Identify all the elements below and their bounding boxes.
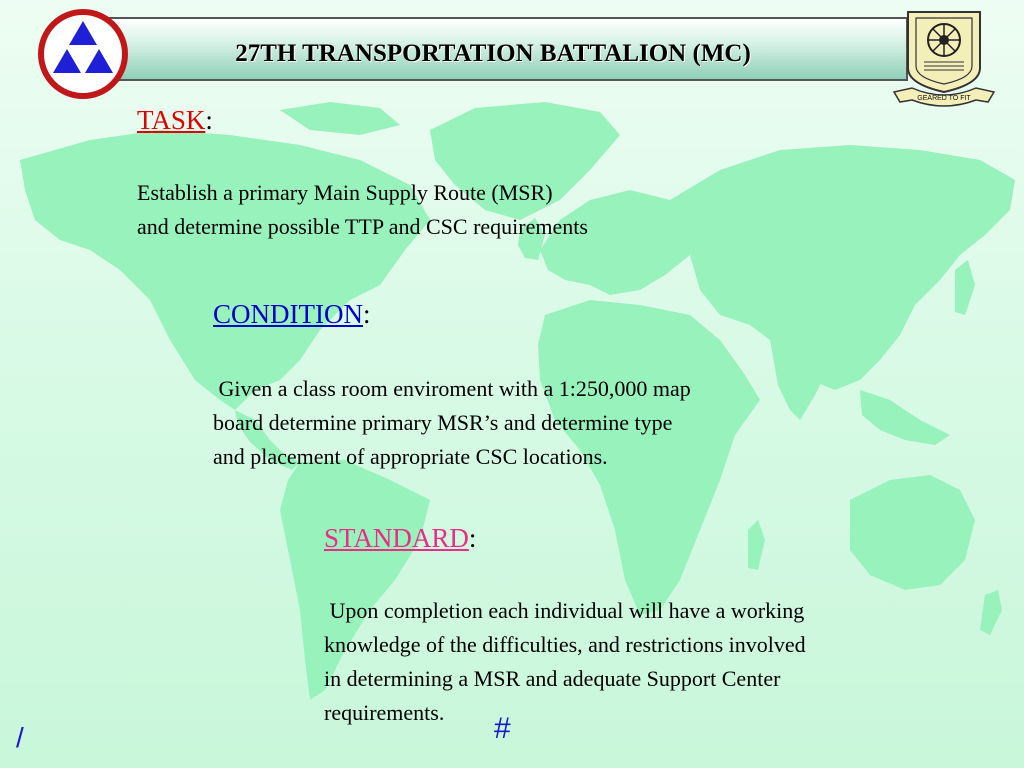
map-australia [850, 475, 975, 590]
standard-line: in determining a MSR and adequate Support Center [324, 666, 781, 691]
condition-line: board determine primary MSR’s and determine type [213, 410, 673, 435]
standard-heading-label: STANDARD [324, 523, 469, 553]
unit-triangle-logo-icon [33, 9, 133, 99]
map-new-zealand [980, 590, 1002, 635]
condition-body [213, 372, 853, 474]
standard-heading-colon: : [468, 523, 477, 553]
task-line: and determine possible TTP and CSC requirements [137, 214, 588, 239]
condition-line: and placement of appropriate CSC locations. [213, 444, 608, 469]
condition-heading-colon: : [362, 299, 371, 329]
standard-line: knowledge of the difficulties, and restrictions involved [324, 632, 806, 657]
condition-line: Given a class room enviroment with a 1:250,000 map [213, 376, 691, 401]
task-heading-label: TASK [137, 105, 206, 135]
wheel-shield-insignia-icon [890, 4, 998, 108]
standard-heading [324, 522, 476, 554]
task-heading-colon: : [205, 105, 213, 135]
map-japan [955, 260, 975, 315]
map-se-asia [860, 390, 950, 445]
slide-number-placeholder: # [494, 712, 511, 745]
map-arctic-islands [280, 102, 400, 135]
title-banner [78, 17, 908, 81]
map-north-america [20, 130, 430, 410]
map-madagascar [748, 520, 765, 570]
footer-slash: / [16, 722, 24, 753]
standard-line: Upon completion each individual will have a working [324, 598, 805, 623]
standard-body [324, 594, 964, 730]
task-body [137, 176, 777, 244]
condition-heading-label: CONDITION [213, 299, 363, 329]
task-line: Establish a primary Main Supply Route (MSR) [137, 180, 553, 205]
task-heading [137, 104, 213, 136]
standard-line: requirements. [324, 700, 445, 725]
page-title: 27TH TRANSPORTATION BATTALION (MC) [235, 40, 751, 67]
insignia-motto: GEARED TO FIT [917, 95, 971, 102]
condition-heading [213, 298, 371, 330]
